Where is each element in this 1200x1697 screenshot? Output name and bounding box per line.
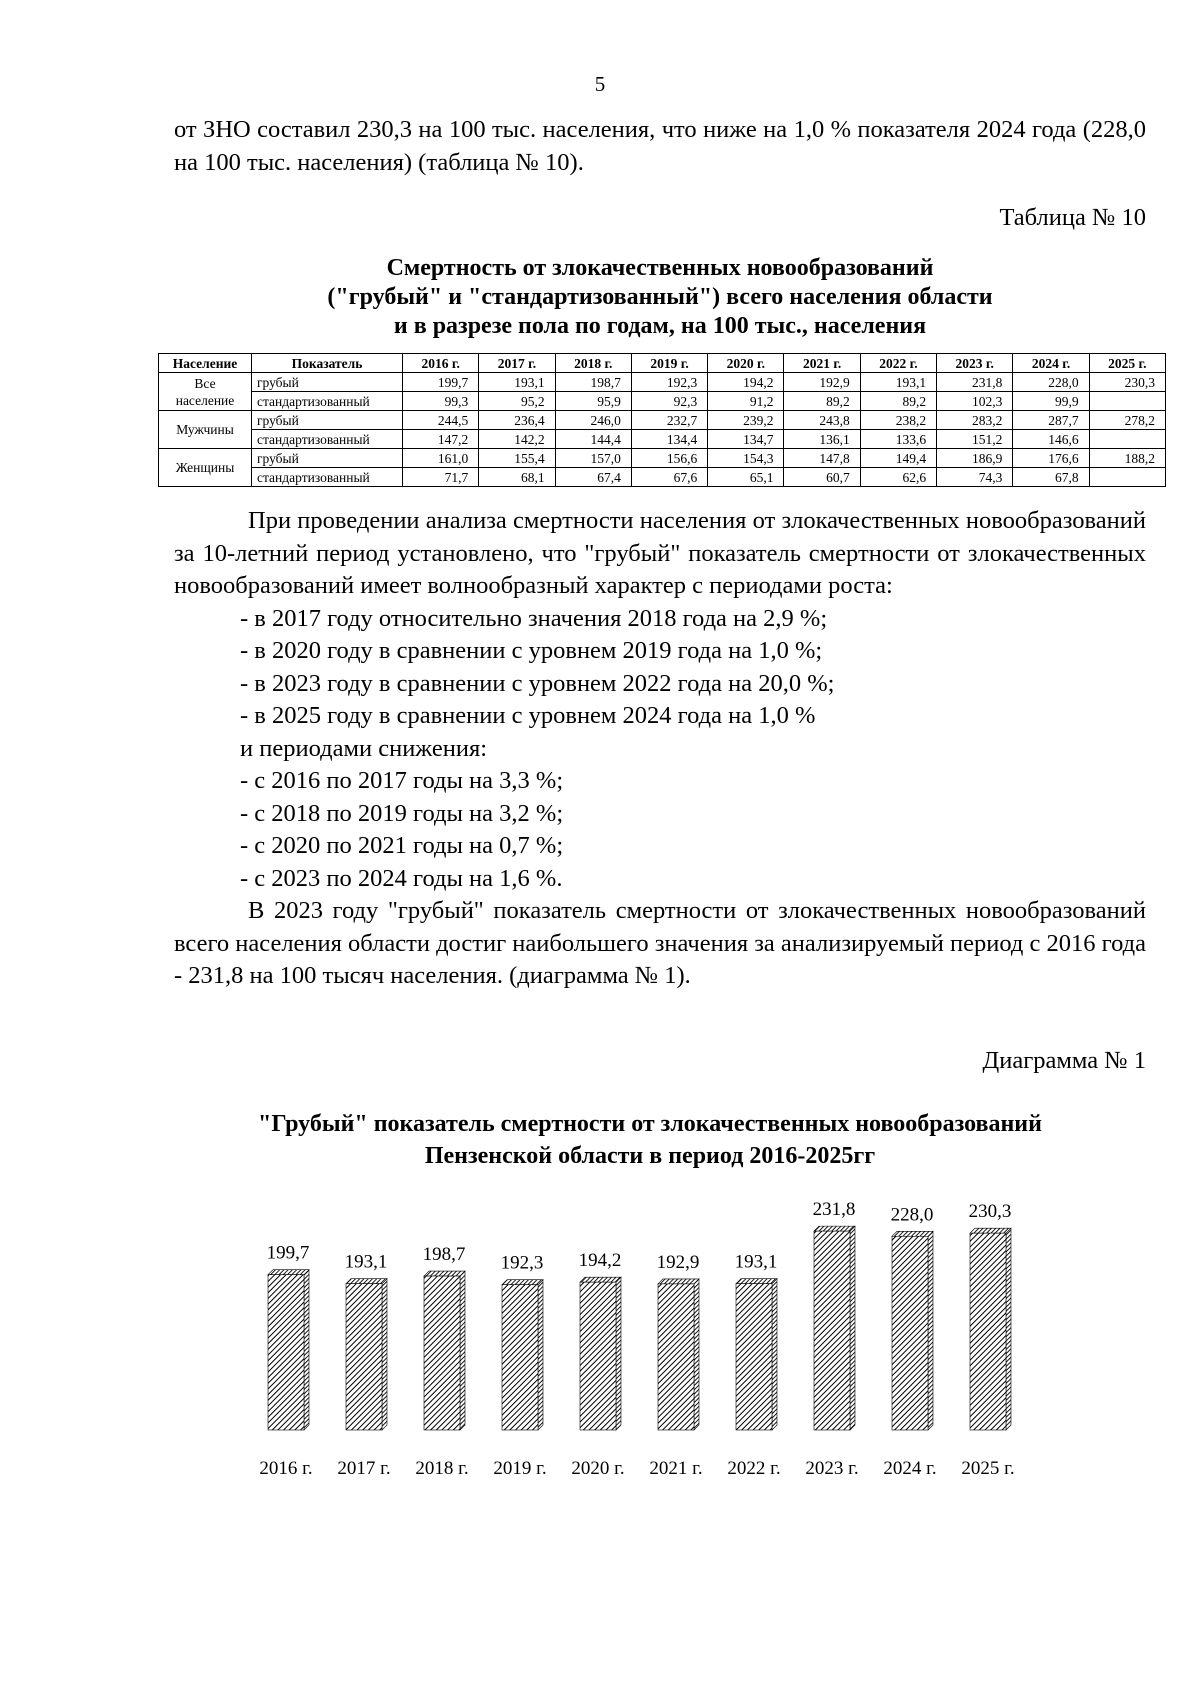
bar-side <box>304 1270 309 1430</box>
header-year: 2023 г. <box>937 354 1013 373</box>
value-cell: 144,4 <box>555 430 631 449</box>
bar <box>970 1233 1006 1430</box>
header-year: 2019 г. <box>631 354 707 373</box>
table-caption: Таблица № 10 <box>999 204 1146 231</box>
value-cell: 95,9 <box>555 392 631 411</box>
value-cell: 95,2 <box>479 392 555 411</box>
data-label: 192,3 <box>500 1252 544 1274</box>
category-label: 2025 г. <box>961 1458 1015 1479</box>
table-row <box>159 373 1166 392</box>
table-title <box>180 254 1140 341</box>
value-cell: 232,7 <box>631 411 707 430</box>
value-cell: 154,3 <box>708 449 784 468</box>
data-label: 199,7 <box>266 1242 310 1264</box>
data-label: 193,1 <box>344 1251 388 1273</box>
value-cell: 62,6 <box>860 468 936 487</box>
value-cell: 228,0 <box>1013 373 1089 392</box>
bar-side <box>382 1279 387 1430</box>
chart-title-line: "Грубый" показатель смертности от злокачественных новообразований <box>258 1111 1042 1137</box>
bar <box>814 1231 850 1430</box>
category-label: 2017 г. <box>337 1458 391 1479</box>
value-cell: 142,2 <box>479 430 555 449</box>
bar <box>658 1284 694 1430</box>
data-label: 228,0 <box>890 1204 934 1226</box>
header-year: 2022 г. <box>860 354 936 373</box>
indicator-cell: стандартизованный <box>252 392 403 411</box>
value-cell: 246,0 <box>555 411 631 430</box>
data-label: 194,2 <box>578 1250 622 1272</box>
value-cell: 155,4 <box>479 449 555 468</box>
bar-top <box>892 1231 933 1236</box>
value-cell: 92,3 <box>631 392 707 411</box>
bar-side <box>616 1277 621 1430</box>
bar <box>892 1236 928 1430</box>
category-label: 2016 г. <box>259 1458 313 1479</box>
bar-side <box>850 1226 855 1430</box>
chart-title <box>150 1108 1150 1172</box>
bar-side <box>772 1279 777 1430</box>
bar-side <box>1006 1228 1011 1430</box>
value-cell: 186,9 <box>937 449 1013 468</box>
data-label: 231,8 <box>812 1199 856 1221</box>
category-label: 2019 г. <box>493 1458 547 1479</box>
category-label: 2021 г. <box>649 1458 703 1479</box>
value-cell: 133,6 <box>860 430 936 449</box>
bar <box>424 1276 460 1430</box>
decline-item: - с 2023 по 2024 годы на 1,6 %. <box>240 864 563 892</box>
value-cell <box>1089 468 1165 487</box>
category-label: 2020 г. <box>571 1458 625 1479</box>
value-cell: 149,4 <box>860 449 936 468</box>
population-cell: Женщины <box>159 449 252 487</box>
value-cell: 161,0 <box>403 449 479 468</box>
value-cell: 199,7 <box>403 373 479 392</box>
value-cell: 156,6 <box>631 449 707 468</box>
analysis-intro: При проведении анализа смертности населения от злокачественных новообразований за 10-летний период установлено, что "грубый" показатель смертности от злокачественных новообразований имеет волнообразный характер с периодами роста: <box>174 507 1146 599</box>
value-cell: 89,2 <box>860 392 936 411</box>
value-cell: 278,2 <box>1089 411 1165 430</box>
chart-title-line: Пензенской области в период 2016-2025гг <box>424 1143 876 1169</box>
indicator-cell: грубый <box>252 373 403 392</box>
value-cell: 230,3 <box>1089 373 1165 392</box>
value-cell: 192,3 <box>631 373 707 392</box>
header-year: 2017 г. <box>479 354 555 373</box>
value-cell: 91,2 <box>708 392 784 411</box>
value-cell: 99,3 <box>403 392 479 411</box>
bar <box>268 1275 304 1430</box>
table-row <box>159 430 1166 449</box>
data-label: 198,7 <box>422 1244 466 1266</box>
bar-top <box>814 1226 855 1231</box>
bar-top <box>502 1280 543 1285</box>
value-cell: 67,6 <box>631 468 707 487</box>
growth-item: - в 2017 году относительно значения 2018 года на 2,9 %; <box>240 604 828 632</box>
bar-top <box>736 1279 777 1284</box>
page-number: 5 <box>594 72 606 96</box>
mortality-table <box>158 353 1166 487</box>
value-cell: 151,2 <box>937 430 1013 449</box>
category-label: 2022 г. <box>727 1458 781 1479</box>
value-cell: 192,9 <box>784 373 860 392</box>
bar <box>580 1282 616 1430</box>
bar-side <box>694 1279 699 1430</box>
value-cell: 239,2 <box>708 411 784 430</box>
header-year: 2021 г. <box>784 354 860 373</box>
table-title-line: и в разрезе пола по годам, на 100 тыс., населения <box>393 313 927 339</box>
bar-side <box>460 1271 465 1430</box>
data-label: 230,3 <box>968 1201 1012 1223</box>
value-cell <box>1089 430 1165 449</box>
bar-top <box>268 1270 309 1275</box>
bar <box>736 1284 772 1430</box>
value-cell: 134,7 <box>708 430 784 449</box>
table-title-line: ("грубый" и "стандартизованный") всего населения области <box>327 284 993 310</box>
decline-item: - с 2020 по 2021 годы на 0,7 %; <box>240 832 564 859</box>
value-cell: 99,9 <box>1013 392 1089 411</box>
value-cell: 193,1 <box>860 373 936 392</box>
value-cell: 188,2 <box>1089 449 1165 468</box>
analysis-section <box>174 505 1146 993</box>
value-cell: 198,7 <box>555 373 631 392</box>
decline-intro: и периодами снижения: <box>240 734 488 762</box>
decline-item: - с 2018 по 2019 годы на 3,2 %; <box>240 799 564 827</box>
value-cell: 231,8 <box>937 373 1013 392</box>
header-year: 2018 г. <box>555 354 631 373</box>
header-year: 2024 г. <box>1013 354 1089 373</box>
population-cell: Мужчины <box>159 411 252 449</box>
table-title-line: Смертность от злокачественных новообразований <box>386 255 934 281</box>
category-label: 2023 г. <box>805 1458 859 1479</box>
data-label: 192,9 <box>656 1251 700 1273</box>
table-row <box>159 449 1166 468</box>
value-cell: 193,1 <box>479 373 555 392</box>
header-year: 2025 г. <box>1089 354 1165 373</box>
value-cell: 194,2 <box>708 373 784 392</box>
bar-top <box>346 1279 387 1284</box>
diagram-caption: Диаграмма № 1 <box>982 1047 1146 1074</box>
table-row <box>159 468 1166 487</box>
value-cell: 65,1 <box>708 468 784 487</box>
population-cell: Все население <box>159 373 252 411</box>
growth-item: - в 2020 году в сравнении с уровнем 2019 года на 1,0 %; <box>240 637 823 664</box>
indicator-cell: грубый <box>252 449 403 468</box>
value-cell: 236,4 <box>479 411 555 430</box>
mortality-bar-chart <box>240 1190 1060 1500</box>
value-cell: 71,7 <box>403 468 479 487</box>
analysis-conclusion: В 2023 году "грубый" показатель смертности от злокачественных новообразований всего населения области достиг наибольшего значения за анализируемый период с 2016 года - 231,8 на 100 тысяч населения. (диаграмма № 1). <box>174 897 1146 989</box>
bar-top <box>970 1228 1011 1233</box>
bar <box>346 1284 382 1430</box>
value-cell: 238,2 <box>860 411 936 430</box>
value-cell: 244,5 <box>403 411 479 430</box>
bar-side <box>928 1231 933 1430</box>
growth-item: - в 2023 году в сравнении с уровнем 2022 года на 20,0 %; <box>240 669 835 697</box>
category-label: 2024 г. <box>883 1458 937 1479</box>
value-cell: 68,1 <box>479 468 555 487</box>
value-cell: 147,8 <box>784 449 860 468</box>
chart-bars <box>259 1199 1014 1479</box>
data-label: 193,1 <box>734 1251 778 1273</box>
header-year: 2020 г. <box>708 354 784 373</box>
value-cell: 136,1 <box>784 430 860 449</box>
bar <box>502 1285 538 1430</box>
value-cell: 67,8 <box>1013 468 1089 487</box>
value-cell: 74,3 <box>937 468 1013 487</box>
indicator-cell: стандартизованный <box>252 468 403 487</box>
table-header-row <box>159 354 1166 373</box>
decline-item: - с 2016 по 2017 годы на 3,3 %; <box>240 767 564 794</box>
indicator-cell: стандартизованный <box>252 430 403 449</box>
growth-item: - в 2025 году в сравнении с уровнем 2024 года на 1,0 % <box>240 702 816 729</box>
header-year: 2016 г. <box>403 354 479 373</box>
table-row <box>159 392 1166 411</box>
value-cell: 157,0 <box>555 449 631 468</box>
value-cell: 102,3 <box>937 392 1013 411</box>
value-cell: 146,6 <box>1013 430 1089 449</box>
value-cell: 176,6 <box>1013 449 1089 468</box>
bar-side <box>538 1280 543 1430</box>
table-body <box>159 373 1166 487</box>
value-cell: 147,2 <box>403 430 479 449</box>
value-cell: 243,8 <box>784 411 860 430</box>
category-label: 2018 г. <box>415 1458 469 1479</box>
value-cell: 89,2 <box>784 392 860 411</box>
bar-top <box>580 1277 621 1282</box>
value-cell: 287,7 <box>1013 411 1089 430</box>
bar-top <box>424 1271 465 1276</box>
value-cell: 283,2 <box>937 411 1013 430</box>
header-population: Население <box>159 354 252 373</box>
indicator-cell: грубый <box>252 411 403 430</box>
value-cell: 134,4 <box>631 430 707 449</box>
intro-paragraph: от ЗНО составил 230,3 на 100 тыс. населения, что ниже на 1,0 % показателя 2024 года (228,0 на 100 тыс. населения) (таблица № 10). <box>174 116 1146 176</box>
value-cell: 67,4 <box>555 468 631 487</box>
table-row <box>159 411 1166 430</box>
value-cell <box>1089 392 1165 411</box>
value-cell: 60,7 <box>784 468 860 487</box>
header-indicator: Показатель <box>252 354 403 373</box>
bar-top <box>658 1279 699 1284</box>
